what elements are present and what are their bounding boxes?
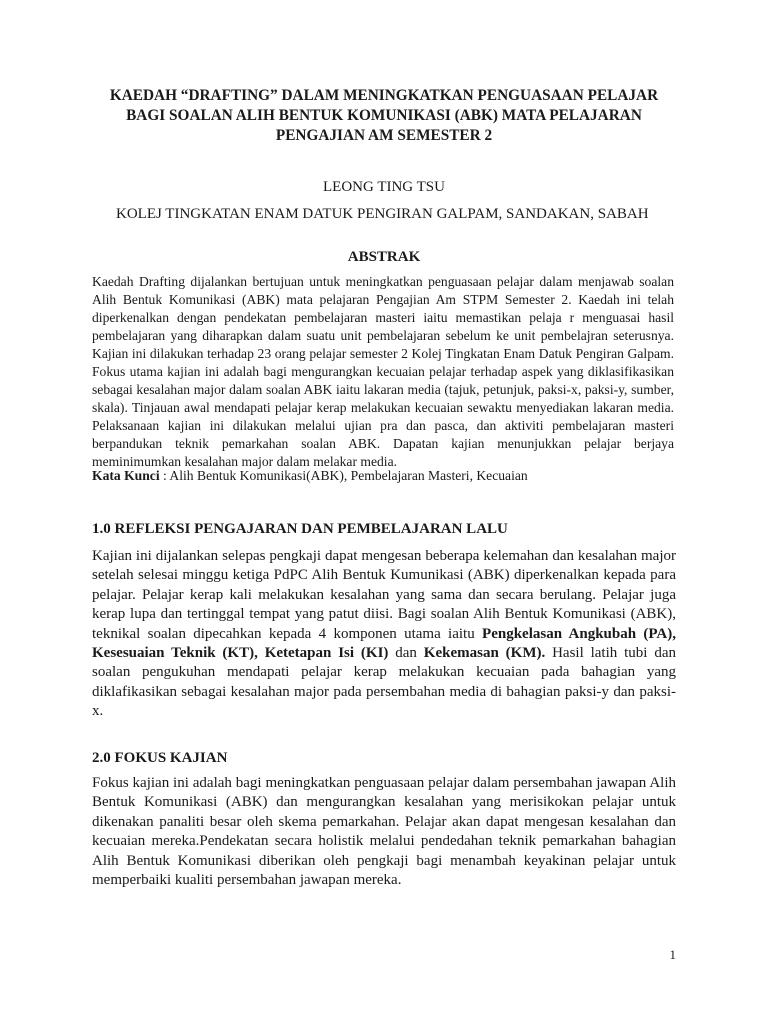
section-1-text-a: Kajian ini dijalankan selepas pengkaji dapat mengesan beberapa kelemahan dan kesalahan major setelah selesai minggu ketiga PdPC Alih Bentuk Kumunikasi (ABK) diperkenalkan kepada para pelajar. Pelajar kerap kali melakukan kesalahan yang sama dan secara berulang. Pelajar juga kerap lupa dan tertinggal tempat yang patut diisi. Bagi soalan Alih Bentuk Komunikasi (ABK), teknikal soalan dipecahkan kepada 4 komponen utama iaitu	[92, 548, 676, 642]
keywords-label: Kata Kunci	[92, 468, 160, 483]
section-1-bold-components: Pengkelasan Angkubah (PA), Kesesuaian Teknik (KT), Ketetapan Isi (KI)	[92, 625, 676, 662]
paper-title	[92, 86, 676, 146]
abstract-heading: ABSTRAK	[347, 249, 421, 265]
title-line-3: PENGAJIAN AM SEMESTER 2	[275, 127, 493, 144]
author-affiliation: KOLEJ TINGKATAN ENAM DATUK PENGIRAN GALPAM, SANDAKAN, SABAH	[116, 206, 649, 222]
author-name: LEONG TING TSU	[323, 179, 445, 195]
title-line-1: KAEDAH “DRAFTING” DALAM MENINGKATKAN PENGUASAAN PELAJAR	[109, 87, 659, 104]
section-1-bold-km: Kekemasan (KM).	[423, 645, 546, 662]
section-2-paragraph: Fokus kajian ini adalah bagi meningkatkan penguasaan pelajar dalam persembahan jawapan Alih Bentuk Komunikasi (ABK) dan mengurangkan kesalahan yang merisikokan pelajar untuk dikenakan panaliti besar oleh skema pemarkahan. Pelajar akan dapat mengesan kesalahan dan kecuaian mereka.Pendekatan secara holistik melalui pendedahan teknik pemarkahan bahagian Alih Bentuk Komunikasi diberikan oleh pengkaji bagi menambah keyakinan pelajar untuk memperbaiki kualiti persembahan jawapan mereka.	[92, 775, 676, 889]
section-2-heading: 2.0 FOKUS KAJIAN	[92, 750, 228, 766]
section-1-text-b: dan	[388, 645, 424, 662]
keywords-line	[92, 467, 674, 485]
section-1-heading: 1.0 REFLEKSI PENGAJARAN DAN PEMBELAJARAN LALU	[92, 521, 508, 537]
abstract-text: Kaedah Drafting dijalankan bertujuan untuk meningkatkan penguasaan pelajar dalam menjawab soalan Alih Bentuk Komunikasi (ABK) mata pelajaran Pengajian Am STPM Semester 2. Kaedah ini telah diperkenalkan dengan pendekatan pembelajaran masteri iaitu memastikan pelaja r menguasai hasil pembelajaran yang diharapkan dalam suatu unit pembelajaran sebelum ke unit pembelajran seterusnya. Kajian ini dilakukan terhadap 23 orang pelajar semester 2 Kolej Tingkatan Enam Datuk Pengiran Galpam. Fokus utama kajian ini adalah bagi mengurangkan kecuaian pelajar terhadap aspek yang diklasifikasikan sebagai kesalahan major dalam soalan ABK iaitu lakaran media (tajuk, petunjuk, paksi-x, paksi-y, sumber, skala). Tinjauan awal mendapati pelajar kerap melakukan kecuaian sewaktu menyediakan lakaran media. Pelaksanaan kajian ini dilakukan melalui ujian pra dan pasca, dan aktiviti pembelajaran masteri berpandukan teknik pemarkahan soalan ABK. Dapatan kajian menunjukkan pelajar berjaya meminimumkan kesalahan major dalam melakar media.	[92, 274, 674, 470]
section-1-text-c: Hasil latih tubi dan soalan pengukuhan mendapati pelajar kerap melakukan kecuaian pada bahagian yang diklafikasikan sebagai kesalahan major pada persembahan media di bahagian paksi-y dan paksi-x.	[92, 645, 676, 720]
section-1-paragraph	[92, 547, 676, 722]
page-number: 1	[669, 947, 676, 962]
title-line-2: BAGI SOALAN ALIH BENTUK KOMUNIKASI (ABK) MATA PELAJARAN	[126, 107, 642, 124]
keywords-text: : Alih Bentuk Komunikasi(ABK), Pembelajaran Masteri, Kecuaian	[159, 468, 528, 483]
